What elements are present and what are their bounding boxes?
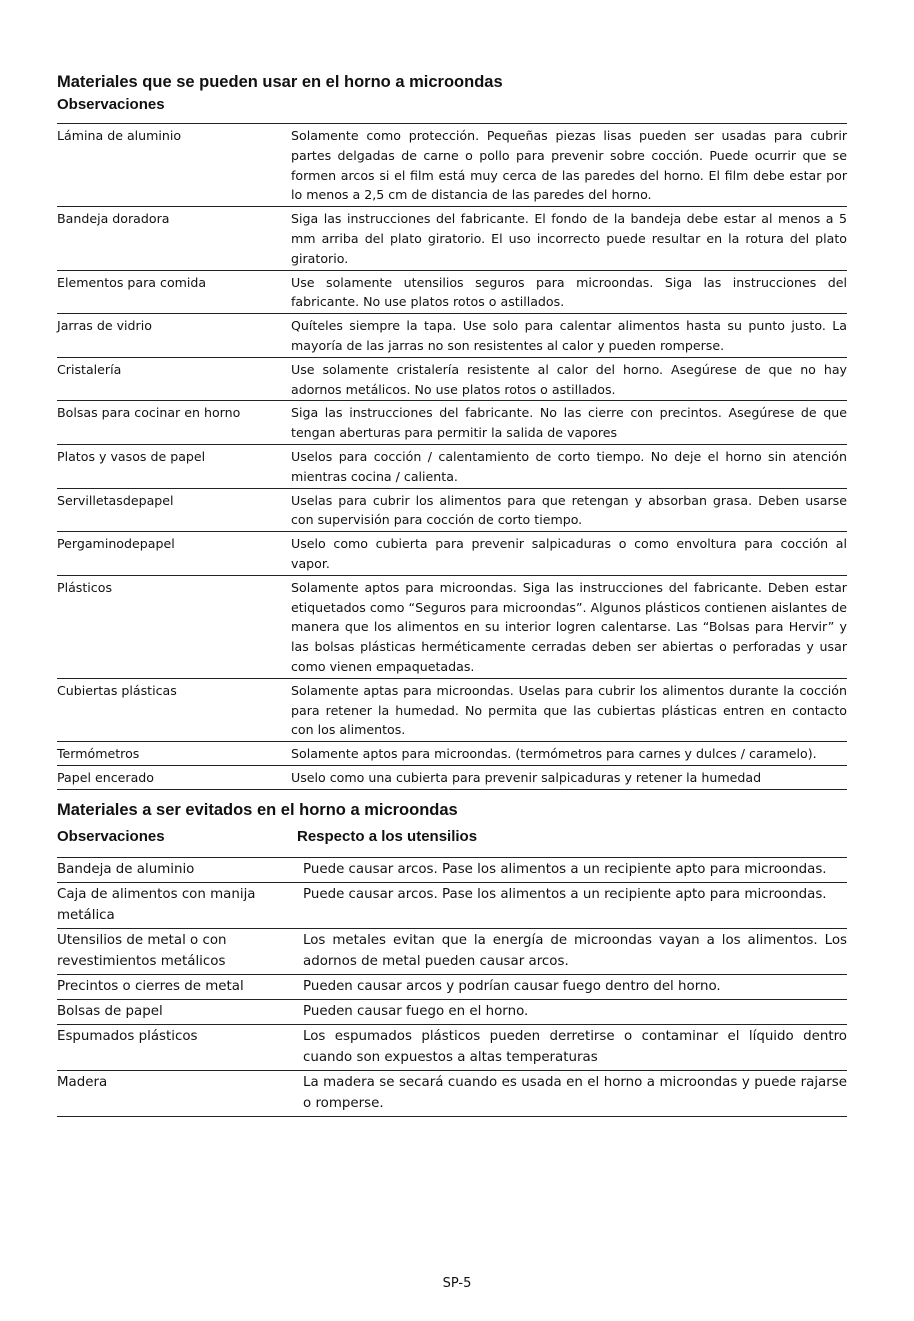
material-name: Caja de alimentos con manija metálica: [57, 882, 303, 928]
table-row: [57, 357, 847, 401]
material-name: Jarras de vidrio: [57, 314, 291, 358]
table-row: [57, 857, 847, 882]
material-name: Termómetros: [57, 742, 291, 766]
page-content: [57, 72, 847, 1117]
material-note: Quíteles siempre la tapa. Use solo para calentar alimentos hasta su punto justo. La mayoría de las jarras no son resistentes al calor y pueden romperse.: [291, 314, 847, 358]
table-row: [57, 124, 847, 207]
material-note: Los espumados plásticos pueden derretirse o contaminar el líquido dentro cuando son expuestos a altas temperaturas: [303, 1024, 847, 1070]
material-note: Puede causar arcos. Pase los alimentos a un recipiente apto para microondas.: [303, 857, 847, 882]
table-row: [57, 401, 847, 445]
material-name: Madera: [57, 1070, 303, 1116]
material-note: Los metales evitan que la energía de microondas vayan a los alimentos. Los adornos de metal pueden causar arcos.: [303, 928, 847, 974]
material-name: Espumados plásticos: [57, 1024, 303, 1070]
material-name: Elementos para comida: [57, 270, 291, 314]
material-name: Servilletasdepapel: [57, 488, 291, 532]
material-name: Bandeja de aluminio: [57, 857, 303, 882]
section2-title: Materiales a ser evitados en el horno a microondas: [57, 800, 458, 819]
material-note: Solamente aptos para microondas. (termómetros para carnes y dulces / caramelo).: [291, 742, 847, 766]
table-row: [57, 1024, 847, 1070]
material-note: Uselo como una cubierta para prevenir salpicaduras y retener la humedad: [291, 765, 847, 789]
table-row: [57, 270, 847, 314]
material-name: Bolsas para cocinar en horno: [57, 401, 291, 445]
material-name: Platos y vasos de papel: [57, 444, 291, 488]
table-row: [57, 575, 847, 678]
table-row: [57, 928, 847, 974]
material-name: Plásticos: [57, 575, 291, 678]
material-name: Precintos o cierres de metal: [57, 974, 303, 999]
section2-col1-header: Observaciones: [57, 827, 165, 845]
table-row: [57, 532, 847, 576]
material-name: Cubiertas plásticas: [57, 678, 291, 741]
material-note: Siga las instrucciones del fabricante. El fondo de la bandeja debe estar al menos a 5 mm arriba del plato giratorio. El uso incorrecto puede resultar en la rotura del plato giratorio.: [291, 207, 847, 270]
material-note: Siga las instrucciones del fabricante. No las cierre con precintos. Asegúrese de que tengan aberturas para permitir la salida de vapores: [291, 401, 847, 445]
material-note: Uselos para cocción / calentamiento de corto tiempo. No deje el horno sin atención mientras cocina / calienta.: [291, 444, 847, 488]
material-note: Uselas para cubrir los alimentos para que retengan y absorban grasa. Deben usarse con supervisión para cocción de corto tiempo.: [291, 488, 847, 532]
material-note: Uselo como cubierta para prevenir salpicaduras o como envoltura para cocción al vapor.: [291, 532, 847, 576]
material-note: La madera se secará cuando es usada en el horno a microondas y puede rajarse o romperse.: [303, 1070, 847, 1116]
material-note: Pueden causar fuego en el horno.: [303, 999, 847, 1024]
material-note: Pueden causar arcos y podrían causar fuego dentro del horno.: [303, 974, 847, 999]
material-name: Bandeja doradora: [57, 207, 291, 270]
table-row: [57, 444, 847, 488]
table-row: [57, 207, 847, 270]
table-row: [57, 488, 847, 532]
material-name: Papel encerado: [57, 765, 291, 789]
material-name: Utensilios de metal o con revestimientos metálicos: [57, 928, 303, 974]
table-row: [57, 678, 847, 741]
material-name: Bolsas de papel: [57, 999, 303, 1024]
material-note: Solamente como protección. Pequeñas piezas lisas pueden ser usadas para cubrir partes delgadas de carne o pollo para prevenir sobre cocción. Puede ocurrir que se formen arcos si el film está muy cerca de las paredes del horno. El film debe estar por lo menos a 2,5 cm de distancia de las paredes del horno.: [291, 124, 847, 207]
material-name: Lámina de aluminio: [57, 124, 291, 207]
section1-title: Materiales que se pueden usar en el horno a microondas: [57, 73, 503, 91]
material-note: Use solamente utensilios seguros para microondas. Siga las instrucciones del fabricante. No use platos rotos o astillados.: [291, 270, 847, 314]
material-name: Pergaminodepapel: [57, 532, 291, 576]
table-row: [57, 974, 847, 999]
usable-materials-table: [57, 123, 847, 790]
table-row: [57, 314, 847, 358]
material-note: Puede causar arcos. Pase los alimentos a un recipiente apto para microondas.: [303, 882, 847, 928]
table-row: [57, 742, 847, 766]
table-row: [57, 999, 847, 1024]
avoid-materials-table: [57, 857, 847, 1117]
table-row: [57, 1070, 847, 1116]
material-note: Use solamente cristalería resistente al calor del horno. Asegúrese de que no hay adornos metálicos. No use platos rotos o astillados.: [291, 357, 847, 401]
table-row: [57, 765, 847, 789]
material-note: Solamente aptas para microondas. Uselas para cubrir los alimentos durante la cocción para retener la humedad. No permita que las cubiertas plásticas entren en contacto con los alimentos.: [291, 678, 847, 741]
material-name: Cristalería: [57, 357, 291, 401]
section2-col2-header: Respecto a los utensilios: [297, 827, 478, 845]
page-number: SP-5: [442, 1276, 472, 1291]
section1-subtitle: Observaciones: [57, 96, 165, 113]
material-note: Solamente aptos para microondas. Siga las instrucciones del fabricante. Deben estar etiquetados como “Seguros para microondas”. Algunos plásticos contienen aislantes de manera que los alimentos en su interior logren calentarse. Las “Bolsas para Hervir” y las bolsas plásticas herméticamente cerradas deben ser abiertas o perforadas y usar como vienen empaquetadas.: [291, 575, 847, 678]
table-row: [57, 882, 847, 928]
